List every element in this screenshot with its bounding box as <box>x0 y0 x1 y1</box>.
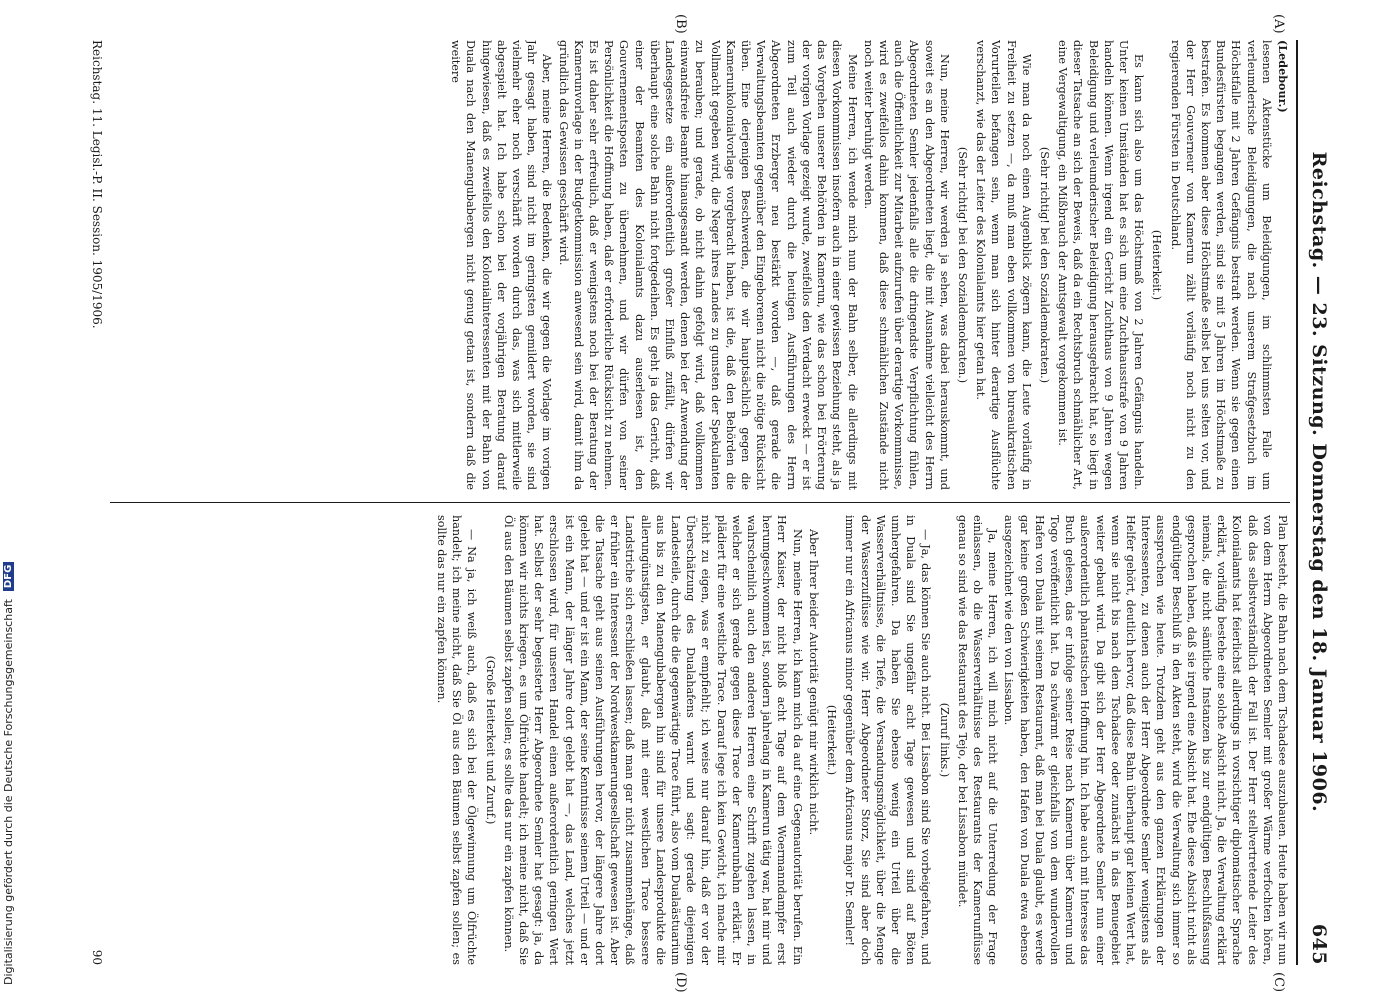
paragraph: Aber Ihrer beider Autorität genügt mir wirklich nicht. <box>806 529 820 836</box>
paragraph: Nun, meine Herren, wir werden ja sehen, was dabei herauskommt, und soweit es an den Abgeordneten liegt, die mit Ausnahme vielleicht des Herrn Abgeordneten Semler jedenfalls alle die dringendste Verpflichtung fühlen, auch die Öffentlichkeit zur Mitarbeit aufzurufen über derartige Vorkommnisse, wird es zweifellos dahin kommen, daß diese schmählichen Zustände nicht noch weiter beruhigt werden. <box>861 40 951 490</box>
page-number: 645 <box>1308 923 1330 965</box>
rotated-page <box>48 14 1338 993</box>
paragraph: — Na ja, ich weiß auch, daß es sich bei der Ölgewinnung um Ölfrüchte handelt; ich meine nicht, daß Sie Öl aus den Bäumen selbst zapfen sollen; es sollte das nur ein zapfen können. <box>435 515 479 965</box>
paragraph: Es kann sich also um das Höchstmaß von 2 Jahren Gefängnis handeln. Unter keinen Umständen hat es sich um eine Zuchthausstrafe von 9 Jahren handeln können. Wenn irgend ein Gericht Zuchthaus von 9 Jahren wegen Beleidigung und verleumderischer Beleidigung herausgebracht hat, so liegt in dieser Tatsache an sich der Beweis, daß da ein Rechtsbruch schmählicher Art, eine Vergewaltigung, ein Mißbrauch der Amtsgewalt vorgekommen ist. <box>1056 40 1146 490</box>
paragraph: Nun, meine Herren, ich kann mich da auf eine Gegenautorität berufen. Ein Herr Kaiser, der nicht bloß acht Tage auf dem Woermanndampfer erst herumgeschwommen ist, sondern jahrelang in Kamerun tätig war, hat mir und wahrscheinlich auch den anderen Herren eine Schrift zugehen lassen, in welcher er sich gerade gegen diese Trace der Kamerunbahn erklärt. Er plädiert für eine westliche Trace. Darauf lege ich kein Gewicht, ich mache mir nicht zu eigen, was er empfiehlt; ich weise nur darauf hin, daß er vor der Überschätzung des Dualahafens warnt und sagt: gerade diejenigen Landesteile, durch die die gegenwärtige Trace führt, also vom Dualaästuarium aus bis zu den Manengubabergen hin sind für unsere Landesprodukte die allerungünstigsten, er glaubt, daß mit einer westlichen Trace bessere Landstriche sich erschließen lassen; daß man gar nicht zusammenhänge, daß er früher ein Interessent der Nordwestkamerungesellschaft gewesen ist. Aber die Tatsache geht aus seinen Ausführungen hervor, der längere Jahre dort gelebt hat — und er ist ein Mann, der seine Kenntnisse seinem Urteil — und er ist ein Mann, der länger Jahre dort gelebt hat —, das Land, welches jetzt erschlossen wird, für unseren Handel einen außerordentlich geringen Wert hat. Selbst der sehr begeisterte Herr Abgeordnete Semler hat gesagt: ja, da können wir nichts kriegen, es um Ölfrüchte handelt; ich meine nicht, daß Sie Öl aus den Bäumen selbst zapfen sollen; es sollte das nur ein zapfen können. <box>501 515 804 965</box>
paragraph: Ja, meine Herren, ich will mich nicht auf die Unterredung der Frage einlassen, ob die Wasserverhältnisse des Restaurants der Kamerunflüsse genau so sind wie das Restaurant des Tejo, der bei Lissabon mündet. <box>955 515 1000 965</box>
column-divider <box>110 502 1290 503</box>
paragraph: Aber, meine Herren, die Bedenken, die wir gegen die Vorlage im vorigen Jahr gesagt haben, sind nicht im geringsten gemildert worden, sie sind vielmehr eher noch verschärft worden durch das, was sich mittlerweile abgespielt hat. Ich habe schon bei der vorjährigen Beratung darauf hingewiesen, daß es zweifellos den Kolonialinteressenten mit der Bahn von Duala nach den Manengubabergen nicht genug getan ist, sondern daß die weitere <box>449 40 554 490</box>
paragraph: Plan besteht, die Bahn nach dem Tschadsee auszubauen. Heute haben wir nun von dem Herrn Abgeordneten Semler mit großer Wärme verfochten hören, daß das selbstverständlich der Fall ist. Der Herr stellvertretende Leiter des Kolonialamts hat feierlichst allerdings in vorsichtiger diplomatischer Sprache erklärt, vorläufig bestehe eine solche Absicht nicht. Ja, die Verwaltung erklärt niemals, die nicht sämtliche Instanzen bis zur endgültigen Beschlußfassung gesprochen haben, daß sie irgend eine Absicht hat. Ehe diese Absicht nicht als endgültiger Beschluß in den Akten steht, wird die Verwaltung sich immer so aussprechen wie heute. Trotzdem geht aus den ganzen Erklärungen der Interessenten, zu denen auch der Herr Abgeordnete Semler wenigstens als Helfer gehört, deutlich hervor, daß diese Bahn überhaupt gar keinen Wert hat, wenn sie nicht bis nach dem Tschadsee oder zunächst in das Benuegebiet weiter gebaut wird. Da gibt sich der Herr Abgeordnete Semler nun einer außerordentlich phantastischen Hoffnung hin. Ich habe auch mit Interesse das Buch gelesen, das er infolge seiner Reise nach Kamerun über Kamerun und Togo veröffentlicht hat. Da schwärmt er gleichfalls von dem wundervollen Hafen von Duala mit seinem Restaurant, daß man bei Duala glaubt, es werde gar keine großen Schwierigkeiten haben, den Hafen von Duala etwa ebenso ausgezeichnet wie den von Lissabon. <box>1002 515 1289 965</box>
page-header <box>1300 40 1338 965</box>
interjection: (Zuruf links.) <box>937 702 951 778</box>
digitization-credit <box>2 562 15 985</box>
footer-signature: Reichstag. 11. Legisl.-P. II. Session. 1905/1906. <box>90 40 104 329</box>
paragraph: lesenen Aktenstücke um Beleidigungen, im schlimmsten Falle um verleumderische Beleidigungen, die nach unserem Strafgesetzbuch im Höchstfalle mit 2 Jahren Gefängnis bestraft werden. Wenn sie gegen einen Bundesfürsten begangen werden, sind sie mit 5 Jahren im Höchstmaße zu bestrafen. Es kommen aber diese Höchstmaße selbst bei uns selten vor, und der Herr Gouverneur von Kamerun zählt vorläufig noch nicht zu den regierenden Fürsten in Deutschland. <box>1168 40 1273 490</box>
interjection: (Heiterkeit.) <box>825 704 839 776</box>
margin-marker-d: (D) <box>673 972 688 993</box>
margin-marker-a: (A) <box>1271 14 1286 34</box>
left-column <box>110 40 1290 490</box>
interjection: (Heiterkeit.) <box>1150 229 1164 301</box>
dfg-logo: DFG <box>3 562 14 591</box>
header-rule <box>1296 40 1298 965</box>
interjection: (Große Heiterkeit und Zuruf.) <box>483 655 497 825</box>
paragraph: (Ledebour.) <box>1276 40 1290 113</box>
page-footer <box>84 40 104 965</box>
paragraph: Meine Herren, ich wende mich nun der Bahn selber, die allerdings mit diesen Vorkommnissen insofern auch in einer gewissen Beziehung steht, als ja das Vorgehen unserer Behörden in Kamerun, wie das schon bei Erörterung der vorigen Vorlage gezeigt wurde, zweifellos den Verdacht erweckt — er ist zum Teil auch wieder durch die heutigen Ausführungen des Herrn Abgeordneten Erzberger neu bestärkt worden —, daß gerade die Verwaltungsbeamten gegenüber den Eingeborenen nicht die nötige Rücksicht üben. Eine derjenigen Beschwerden, die wir hauptsächlich gegen die Kamerunkolonialvorlage vorgebracht haben, ist die, daß den Behörden die Vollmacht gegeben wird, die Neger ihres Landes zu gunsten der Spekulanten zu berauben; und gerade, ob nicht dahin gefolgt wird, daß vollkommen einwandsfreie Beamte hinausgesandt werden, denen bei der Anwendung der Landesgesetze ein außerordentlich großer Einfluß zufällt, dürfen wir überhaupt eine solche Bahn nicht fortgedeihen. Es geht ja das Gericht, daß einer der Beamten des Kolonialamts dazu auserlesen ist, den Gouvernementsposten zu übernehmen, und wir dürfen von seiner Persönlichkeit die Hoffnung haben, daß er erforderliche Rücksicht zu nehmen. Es ist daher sehr erfreulich, daß er wenigstens noch bei der Beratung der Kamerunvorlage in der Budgetkommission anwesend sein wird, damit ihm da gründlich das Gewissen geschärft wird. <box>556 40 859 490</box>
interjection: (Sehr richtig! bei den Sozialdemokraten.) <box>1037 146 1051 384</box>
interjection: (Sehr richtig! bei den Sozialdemokraten.) <box>955 146 969 384</box>
margin-marker-b: (B) <box>673 14 688 34</box>
right-column <box>110 515 1290 965</box>
credit-text: Digitalisierung gefördert durch die Deutsche Forschungsgemeinschaft <box>2 599 15 985</box>
running-title: Reichstag. — 23. Sitzung. Donnerstag den 18. Januar 1906. <box>1308 151 1330 813</box>
footer-page-number: 90 <box>90 949 104 965</box>
paragraph: Wie man da noch einen Augenblick zögern kann, die Leute vorläufig in Freiheit zu setzen —, da muß man eben vollkommen von bureaukratischen Vorurteilen befangen sein, wenn man sich hinter derartige Ausflüchte verschanzt, wie das der Leiter des Kolonialamts hier getan hat. <box>974 40 1033 490</box>
margin-marker-c: (C) <box>1271 972 1286 993</box>
paragraph: — Ja, das können Sie auch nicht. Bei Lissabon sind Sie vorbeigefahren, und in Duala sind Sie ungefähr acht Tage gewesen und sind auf Böten umhergefahren. Da haben Sie ebenso wenig ein Urteil über die Wasserverhältnisse, die Tiefe, die Versandungsmöglichkeit, über die Menge der Wasserzuflüsse wie wir. Herr Abgeordneter Storz, Sie sind aber doch immer nur ein Africanus minor gegenüber dem Africanus major Dr. Semler! <box>843 515 933 965</box>
